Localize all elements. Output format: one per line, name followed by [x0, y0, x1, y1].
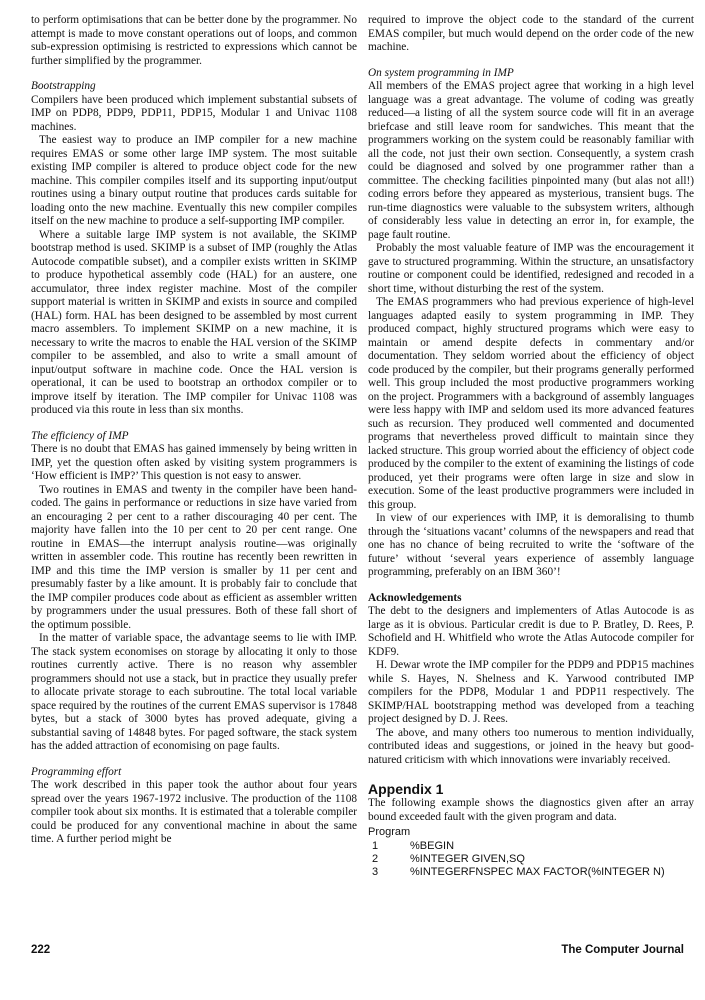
- section-heading-acknowledgements: Acknowledgements: [368, 591, 462, 604]
- section-heading-efficiency: The efficiency of IMP: [31, 429, 129, 442]
- paragraph: There is no doubt that EMAS has gained immensely by being written in IMP, yet the question often asked by visiting system programmers is ‘How efficient is IMP?’ This question is not easy to answer.: [31, 443, 357, 482]
- paragraph: In view of our experiences with IMP, it is demoralising to thumb through the ‘situations vacant’ columns of the newspapers and read that one has no chance of being recruited to write the ‘software of the future’ without ‘several years experience of assembly language programming, preferably on an IBM 360’!: [368, 512, 694, 578]
- code-line: [368, 840, 694, 853]
- paragraph: Probably the most valuable feature of IMP was the encouragement it gave to structured programming. Within the structure, an unsatisfactory routine or component could be identified, redesigned and recoded in a short time, without disturbing the rest of the system.: [368, 242, 694, 295]
- paragraph: The easiest way to produce an IMP compiler for a new machine requires EMAS or some other large IMP system. The most suitable existing IMP compiler is altered to produce object code for the new machine. This compiler compiles itself and its supporting input/output routines using a binary output routine that produces cards suitable for loading onto the new machine. Eventually this new compiler compiles itself on the new machine to produce a self-supporting IMP compiler.: [31, 134, 357, 227]
- code-line: [368, 866, 694, 879]
- paragraph: to perform optimisations that can be better done by the programmer. No attempt is made to move constant operations out of loops, and common sub-expression optimising is restricted to expressions which cannot be further simplified by the programmer.: [31, 14, 357, 67]
- right-column: [368, 14, 694, 879]
- paragraph: The above, and many others too numerous to mention individually, contributed ideas and suggestions, or joined in the heavy but good-natured criticism with which innovations were invariably received.: [368, 726, 694, 766]
- paragraph: The EMAS programmers who had previous experience of high-level languages adapted easily to system programming in IMP. They produced compact, highly structured programs which were easy to maintain or amend despite defects in commentary and/or documentation. They seldom worried about the efficiency of object code produced by the compiler, but their programs generally performed well. This group included the most productive programmers working on the project. Programmers with a background of assembly languages were less happy with IMP and seldom used its more advanced features such as recursion. They produced well commented and documented programs that nevertheless proved difficult to maintain since they lacked structure. This group worried about the efficiency of object code produced by the compiler to the extent of examining the listings of code produced, yet their programs were often large in size and slow in execution. Some of the least productive programmers were included in this group.: [368, 296, 694, 511]
- program-label: Program: [368, 826, 411, 838]
- paragraph: Where a suitable large IMP system is not available, the SKIMP bootstrap method is used. SKIMP is a subset of IMP (roughly the Atlas Autocode compatible subset), and a compiler exists written in SKIMP to produce hypothetical assembly code (HAL) for an austere, one accumulator, three index register machine. Most of the compiler support material is written in SKIMP and exists in source and compiled (HAL) form. HAL has been designed to be assembled by most current macro assemblers. To implement SKIMP on a new machine, it is necessary to write the macros to enable the HAL version of the SKIMP compiler to be assembled, and also to write a small amount of input/output software in machine code. Once the HAL version is operational, it can be used to bootstrap an orthodox compiler or to improve itself by iteration. The IMP compiler for Univac 1108 was produced via this route in less than six months.: [31, 228, 357, 416]
- code-text: %INTEGERFNSPEC MAX FACTOR(%INTEGER N): [410, 865, 665, 878]
- paragraph: The debt to the designers and implementers of Atlas Autocode is as large as it is obvious. Particular credit is due to P. Bratley, D. Rees, P. Schofield and H. Whitfield who wrote the Atlas Autocode compiler for KDF9.: [368, 605, 694, 658]
- line-number: 2: [372, 852, 379, 865]
- journal-name: The Computer Journal: [561, 944, 684, 956]
- paragraph: H. Dewar wrote the IMP compiler for the PDP9 and PDP15 machines while S. Hayes, N. Shelness and K. Yarwood contributed IMP compilers for the PDP8, Modular 1 and PDP11 respectively. The SKIMP/HAL bootstrapping method was developed from a teaching project designed by D. J. Rees.: [368, 659, 694, 725]
- section-heading-appendix: Appendix 1: [368, 781, 444, 797]
- section-heading-bootstrapping: Bootstrapping: [31, 80, 96, 92]
- line-number: 3: [372, 865, 379, 878]
- paragraph: Two routines in EMAS and twenty in the compiler have been hand-coded. The gains in performance or reductions in size have varied from an encouraging 2 per cent to a rather discouraging 40 per cent. The majority have fallen into the 10 per cent to 20 per cent range. One routine in EMAS—the interrupt analysis routine—was originally written in assembler code. This routine has recently been rewritten in IMP and this time the IMP version is smaller by 11 per cent and presumably faster by a like amount. It is probably fair to conclude that the IMP compiler produces code about as efficient as assembler written by programmers under the usual pressures. Both of these fall short of the optimum possible.: [31, 483, 357, 631]
- section-heading-system-programming: On system programming in IMP: [368, 66, 514, 79]
- left-column: [31, 14, 357, 847]
- paragraph: required to improve the object code to the standard of the current EMAS compiler, but much would depend on the order code of the new machine.: [368, 14, 694, 53]
- code-line: [368, 853, 694, 866]
- paragraph: All members of the EMAS project agree that working in a high level language was a great advantage. The volume of coding was greatly reduced—a listing of all the system source code will fit in an average briefcase and still leave room for sandwiches. This meant that the programmers working on the system could be reasonably familiar with all the code, not just their own section. Consequently, a system crash could be diagnosed and solved by one programmer rather than a committee. The checking facilities pinpointed many (but alas not all!) coding errors before they appeared as mysterious, transient bugs. The run-time diagnostics were valuable to the subsystem writers, although of considerably less value in detecting an error in, for example, the page fault routine.: [368, 80, 694, 241]
- paragraph: The work described in this paper took the author about four years spread over the years 1967-1972 inclusive. The production of the 1108 compiler took about six months. It is estimated that a tolerable compiler could be produced for any conventional machine in about the same time. A further period might be: [31, 779, 357, 845]
- paragraph: In the matter of variable space, the advantage seems to lie with IMP. The stack system economises on storage by allocating it only to those routines currently active. There is no reason why assembler programmers should not use a stack, but in practice they usually prefer to allocate private storage to each subroutine. The total local variable space required by the routines of the current EMAS supervisor is 17848 bytes, but a stack of 3000 bytes has proved adequate, giving a substantial saving of 14848 bytes. For paged software, the stack system has the added attraction of economising on page faults.: [31, 632, 357, 752]
- code-text: %BEGIN: [410, 839, 455, 852]
- code-text: %INTEGER GIVEN,SQ: [410, 852, 525, 865]
- code-listing: [368, 840, 694, 879]
- paragraph: The following example shows the diagnostics given after an array bound exceeded fault with the given program and data.: [368, 797, 694, 823]
- line-number: 1: [372, 839, 379, 852]
- section-heading-programming-effort: Programming effort: [31, 765, 122, 778]
- paragraph: Compilers have been produced which implement substantial subsets of IMP on PDP8, PDP9, PDP11, PDP15, Modular 1 and Univac 1108 machines.: [31, 93, 357, 133]
- page-number: 222: [31, 944, 51, 956]
